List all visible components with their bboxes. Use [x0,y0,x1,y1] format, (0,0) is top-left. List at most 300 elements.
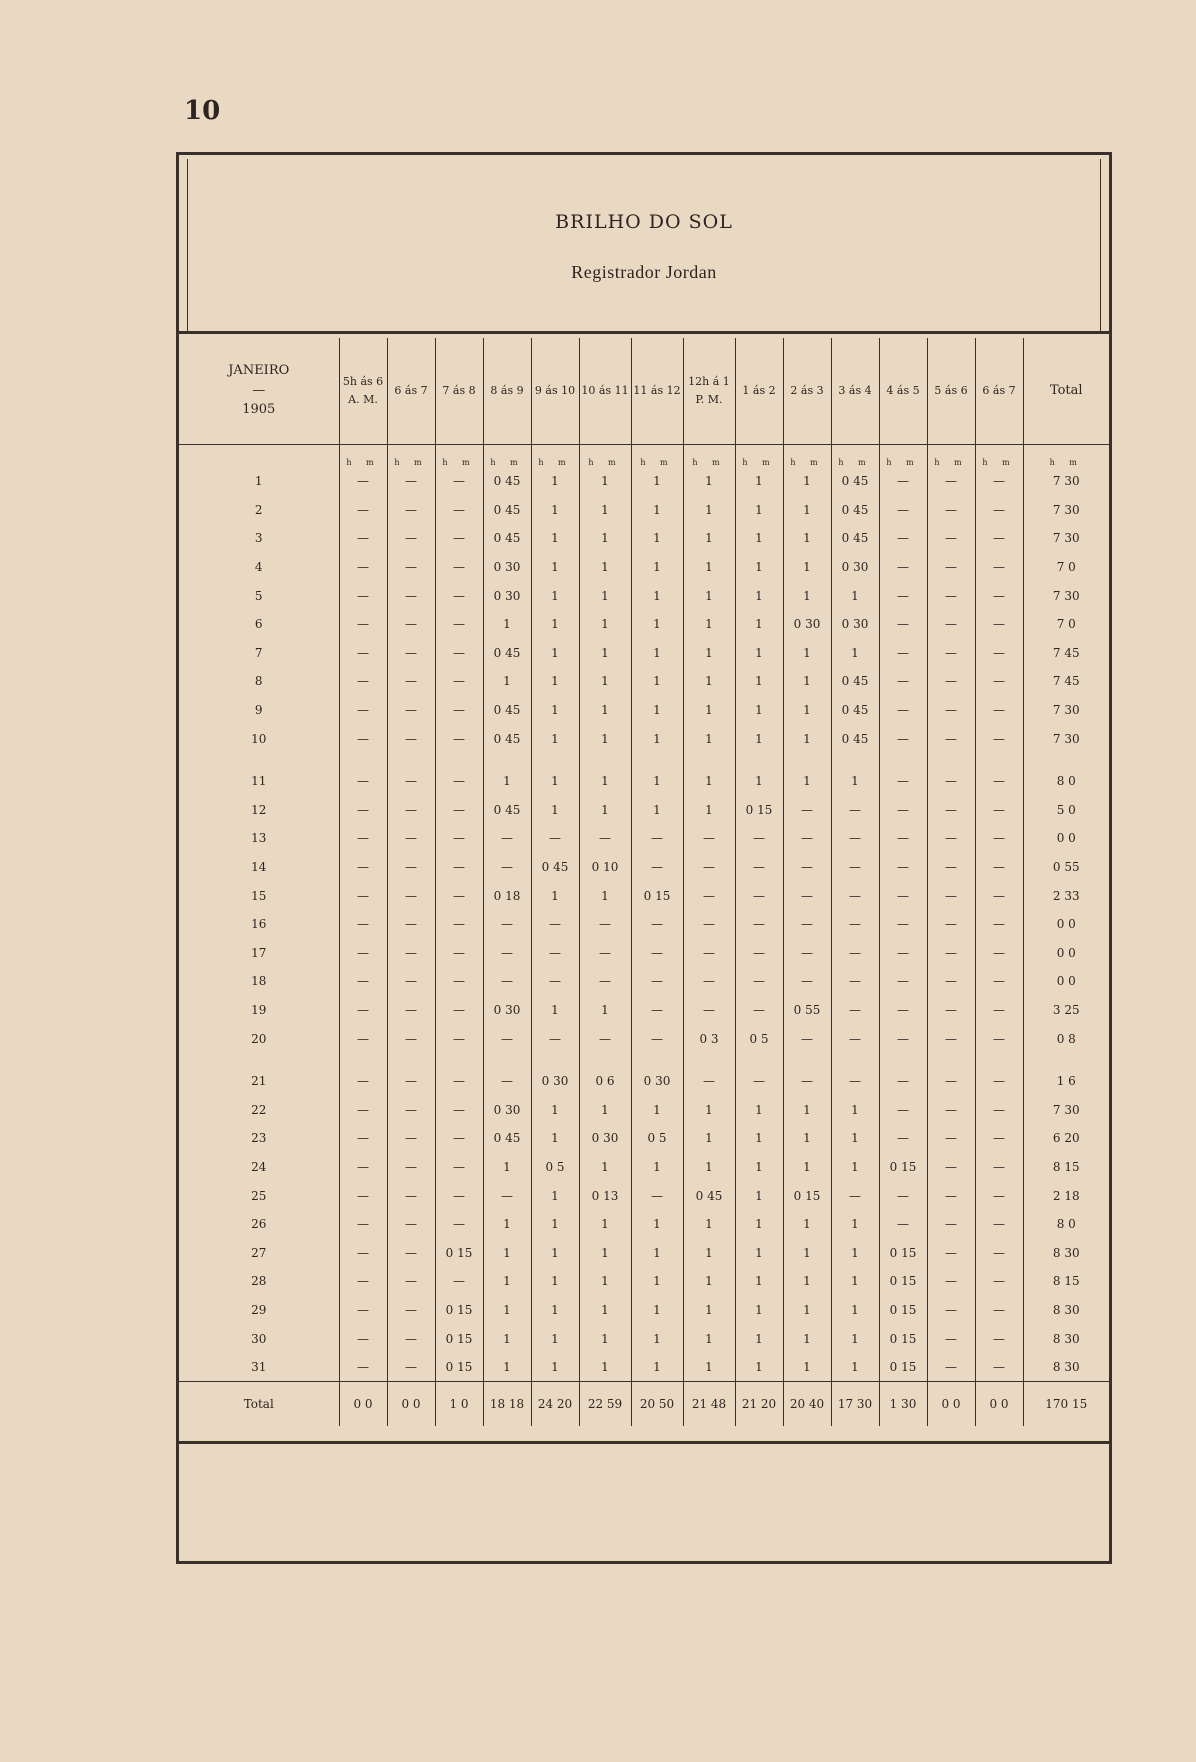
hour-cell: 0 3 [683,1024,735,1053]
hour-cell: — [735,967,783,996]
hour-cell: 1 [735,1267,783,1296]
hour-cell: 1 [531,610,579,639]
hour-cell: — [631,853,683,882]
spacer-cell [1023,753,1109,767]
unit-label: h m [831,445,879,468]
hour-cell: 1 [579,1296,631,1325]
table-row [179,467,1109,496]
hour-cell: — [579,939,631,968]
hour-cell: — [387,796,435,825]
table-row [179,581,1109,610]
hour-cell: 1 [783,639,831,668]
table-row [179,996,1109,1025]
table-row [179,524,1109,553]
hour-cell: — [339,881,387,910]
day-cell: 6 [254,617,263,632]
hour-cell: 1 [831,1153,879,1182]
hour-cell: 1 [631,639,683,668]
hour-cell: — [631,967,683,996]
hour-cell: 1 [735,496,783,525]
hour-cell: — [975,496,1023,525]
hour-cell: — [927,1181,975,1210]
row-total-cell: 7 30 [1023,696,1109,725]
row-total-cell: 8 30 [1023,1296,1109,1325]
unit-label: h m [435,445,483,468]
spacer-cell [387,753,435,767]
hour-cell: — [975,724,1023,753]
hour-cell: 1 [579,553,631,582]
hour-cell: — [735,910,783,939]
hour-cell: — [927,496,975,525]
hour-cell: 1 [531,1353,579,1382]
hour-cell: 1 [631,724,683,753]
unit-label: h m [579,445,631,468]
hour-cell: 1 [683,1153,735,1182]
hour-cell: — [927,610,975,639]
column-header [683,338,735,445]
spacer-cell [783,753,831,767]
table-row [179,881,1109,910]
hour-cell: 1 [531,496,579,525]
hour-cell: 1 [483,610,531,639]
hour-cell: 1 [631,496,683,525]
hour-cell: 1 [683,796,735,825]
hour-cell: — [435,667,483,696]
hour-cell: — [387,939,435,968]
column-header [879,338,927,445]
table-row [179,1153,1109,1182]
hour-cell: — [339,824,387,853]
hour-cell: 1 [531,667,579,696]
hour-cell: — [975,767,1023,796]
column-header [435,338,483,445]
column-header [735,338,783,445]
hour-cell: — [831,967,879,996]
table-row [179,724,1109,753]
day-cell: 18 [251,974,267,989]
hour-cell: 1 [831,1238,879,1267]
hour-cell: — [387,610,435,639]
hour-cell: — [831,1024,879,1053]
day-cell: 5 [254,588,263,603]
hour-cell: — [387,967,435,996]
hour-cell: — [879,496,927,525]
spacer-cell [879,753,927,767]
hour-cell: — [879,996,927,1025]
column-label: 2 ás 3 [790,384,824,398]
hour-cell: 1 [735,467,783,496]
column-header [831,338,879,445]
hour-cell: 0 30 [531,1067,579,1096]
hour-cell: 0 30 [831,610,879,639]
header-rule [179,331,1109,334]
hour-cell: — [339,553,387,582]
hour-cell: — [531,967,579,996]
spacer-cell [483,1053,531,1067]
hour-cell: 1 [783,524,831,553]
hour-cell: — [435,939,483,968]
hour-cell: 0 15 [783,1181,831,1210]
hour-cell: 1 [735,1353,783,1382]
hour-cell: 1 [631,767,683,796]
hour-cell: — [339,610,387,639]
hour-cell: — [339,724,387,753]
row-total-cell: 0 0 [1023,910,1109,939]
hour-cell: 0 45 [483,1124,531,1153]
hour-cell: — [831,853,879,882]
hour-cell: — [927,939,975,968]
month-label: JANEIRO [228,363,290,379]
total-label: Total [179,1382,339,1427]
hour-cell: — [879,667,927,696]
hour-cell: 1 [579,1324,631,1353]
hour-cell: — [927,881,975,910]
hour-cell: — [339,1267,387,1296]
table-row [179,639,1109,668]
hour-cell: — [387,1153,435,1182]
column-header [387,338,435,445]
row-total-cell: 7 30 [1023,524,1109,553]
hour-cell: 1 [683,767,735,796]
hour-cell: 1 [683,1353,735,1382]
spacer-cell [831,753,879,767]
row-total-cell: 8 30 [1023,1353,1109,1382]
hour-cell: — [975,696,1023,725]
day-cell: 20 [251,1031,267,1046]
hour-cell: — [435,1210,483,1239]
hour-cell: 0 15 [879,1238,927,1267]
hour-cell: 1 [631,1324,683,1353]
hour-cell: 1 [631,524,683,553]
hour-cell: 0 15 [435,1353,483,1382]
row-total-cell: 8 0 [1023,767,1109,796]
hour-cell: — [735,824,783,853]
hour-cell: — [927,553,975,582]
table-row [179,610,1109,639]
hour-cell: 1 [531,467,579,496]
hour-cell: 0 45 [831,696,879,725]
hour-cell: — [927,853,975,882]
hour-cell: — [435,553,483,582]
hour-cell: — [387,1210,435,1239]
spacer-cell [735,1053,783,1067]
hour-cell: — [879,1095,927,1124]
hour-cell: — [927,467,975,496]
hour-cell: — [927,667,975,696]
hour-cell: 1 [531,581,579,610]
hour-cell: 1 [735,1238,783,1267]
hour-cell: 1 [683,1324,735,1353]
hour-cell: 1 [783,467,831,496]
total-cell: 22 59 [579,1382,631,1427]
day-cell: 26 [251,1217,267,1232]
hour-cell: 1 [531,996,579,1025]
hour-cell: — [387,581,435,610]
hour-cell: 0 5 [735,1024,783,1053]
hour-cell: — [879,581,927,610]
hour-cell: 0 18 [483,881,531,910]
table-frame [176,152,1112,1564]
hour-cell: 1 [531,1095,579,1124]
hour-cell: 1 [531,1238,579,1267]
hour-cell: — [879,1024,927,1053]
hour-cell: 1 [735,1324,783,1353]
hour-cell: — [387,1353,435,1382]
hour-cell: — [435,724,483,753]
spacer-cell [975,753,1023,767]
unit-label: h m [927,445,975,468]
row-total-cell: 1 6 [1023,1067,1109,1096]
hour-cell: 1 [735,1296,783,1325]
hour-cell: 1 [831,1296,879,1325]
unit-label: h m [783,445,831,468]
row-total-cell: 7 30 [1023,467,1109,496]
hour-cell: 1 [531,724,579,753]
hour-cell: 1 [735,1153,783,1182]
page-title: BRILHO DO SOL [555,211,733,233]
hour-cell: 0 55 [783,996,831,1025]
total-cell: 0 0 [339,1382,387,1427]
hour-cell: — [435,853,483,882]
hour-cell: 1 [579,796,631,825]
units-row [179,445,1109,468]
hour-cell: 0 30 [783,610,831,639]
hour-cell: — [975,881,1023,910]
hour-cell: — [975,967,1023,996]
hour-cell: 1 [531,1296,579,1325]
hour-cell: — [975,1267,1023,1296]
hour-cell: 1 [531,1124,579,1153]
header-row [179,338,1109,445]
hour-cell: 1 [579,724,631,753]
spacer-cell [631,1053,683,1067]
hour-cell: — [339,696,387,725]
hour-cell: 1 [735,667,783,696]
day-cell: 2 [254,502,263,517]
hour-cell: — [735,939,783,968]
day-cell: 28 [251,1274,267,1289]
hour-cell: — [975,1238,1023,1267]
hour-cell: 1 [531,881,579,910]
hour-cell: 1 [631,796,683,825]
row-total-cell: 7 0 [1023,610,1109,639]
hour-cell: — [531,939,579,968]
hour-cell: — [339,996,387,1025]
hour-cell: — [831,1181,879,1210]
hour-cell: 1 [683,1095,735,1124]
column-header [339,338,387,445]
hour-cell: 1 [531,767,579,796]
hour-cell: 1 [783,1153,831,1182]
column-sublabel: A. M. [348,393,378,406]
row-total-cell: 7 30 [1023,1095,1109,1124]
hour-cell: — [339,496,387,525]
table-row [179,1210,1109,1239]
hour-cell: 1 [483,1296,531,1325]
unit-label: h m [531,445,579,468]
day-cell: 17 [251,945,267,960]
hour-cell: 1 [683,553,735,582]
row-total-cell: 2 18 [1023,1181,1109,1210]
day-cell: 24 [251,1159,267,1174]
spacer-cell [435,753,483,767]
hour-cell: 1 [483,1238,531,1267]
day-cell: 3 [254,531,263,546]
hour-cell: — [879,1124,927,1153]
hour-cell: — [339,467,387,496]
hour-cell: — [879,967,927,996]
hour-cell: — [975,1153,1023,1182]
day-cell: 19 [251,1002,267,1017]
total-cell: 20 40 [783,1382,831,1427]
row-total-cell: 8 30 [1023,1324,1109,1353]
hour-cell: 0 30 [483,996,531,1025]
hour-cell: — [975,581,1023,610]
unit-label: h m [631,445,683,468]
hour-cell: — [387,1095,435,1124]
hour-cell: 0 10 [579,853,631,882]
row-total-cell: 7 45 [1023,667,1109,696]
hour-cell: 1 [683,467,735,496]
hour-cell: — [339,1095,387,1124]
hour-cell: 1 [631,1238,683,1267]
hour-cell: — [387,496,435,525]
hour-cell: 0 45 [831,467,879,496]
hour-cell: — [435,1095,483,1124]
total-row [179,1382,1109,1427]
hour-cell: 0 30 [831,553,879,582]
hour-cell: — [879,724,927,753]
unit-label: h m [483,445,531,468]
row-total-cell: 7 45 [1023,639,1109,668]
unit-label: h m [975,445,1023,468]
row-total-cell: 0 0 [1023,939,1109,968]
hour-cell: 1 [531,524,579,553]
unit-label: h m [339,445,387,468]
total-cell: 18 18 [483,1382,531,1427]
hour-cell: 1 [831,1324,879,1353]
column-label: 12h á 1 [688,375,730,389]
hour-cell: — [483,939,531,968]
hour-cell: — [339,1296,387,1325]
hour-cell: 1 [783,1238,831,1267]
hour-cell: 1 [735,553,783,582]
table-row [179,1267,1109,1296]
hour-cell: 1 [579,610,631,639]
table-row [179,939,1109,968]
hour-cell: 1 [735,724,783,753]
spacer-cell [831,1053,879,1067]
hour-cell: 1 [579,1267,631,1296]
hour-cell: 1 [483,667,531,696]
hour-cell: — [683,996,735,1025]
day-cell: 10 [251,731,267,746]
hour-cell: — [975,1024,1023,1053]
hour-cell: — [339,639,387,668]
hour-cell: — [735,996,783,1025]
hour-cell: 1 [783,1353,831,1382]
hour-cell: 0 45 [683,1181,735,1210]
spacer-cell [579,753,631,767]
page-subtitle: Registrador Jordan [571,262,717,282]
spacer-cell [683,1053,735,1067]
hour-cell: — [735,1067,783,1096]
column-label: 11 ás 12 [633,384,681,398]
hour-cell: 0 45 [483,724,531,753]
hour-cell: 0 13 [579,1181,631,1210]
hour-cell: 1 [683,1267,735,1296]
hour-cell: — [735,881,783,910]
row-total-cell: 2 33 [1023,881,1109,910]
hour-cell: — [927,910,975,939]
hour-cell: — [339,910,387,939]
hour-cell: — [783,796,831,825]
hour-cell: — [927,1067,975,1096]
hour-cell: — [387,1238,435,1267]
hour-cell: 1 [579,667,631,696]
table-row [179,667,1109,696]
hour-cell: 1 [683,581,735,610]
hour-cell: 1 [579,524,631,553]
hour-cell: — [975,796,1023,825]
hour-cell: 1 [831,639,879,668]
spacer-cell [531,1053,579,1067]
column-label: 7 ás 8 [442,384,476,398]
hour-cell: 1 [831,1210,879,1239]
hour-cell: — [387,910,435,939]
hour-cell: — [387,1024,435,1053]
hour-cell: — [975,996,1023,1025]
day-cell: 22 [251,1102,267,1117]
hour-cell: 1 [683,667,735,696]
hour-cell: — [879,767,927,796]
hour-cell: 1 [735,767,783,796]
hour-cell: — [339,1324,387,1353]
hour-cell: 1 [735,1181,783,1210]
column-header [783,338,831,445]
hour-cell: 1 [783,1296,831,1325]
hour-cell: — [339,1181,387,1210]
hour-cell: 1 [531,796,579,825]
hour-cell: 0 15 [879,1153,927,1182]
day-cell: 25 [251,1188,267,1203]
column-header [531,338,579,445]
table-row [179,696,1109,725]
hour-cell: — [387,881,435,910]
hour-cell: 1 [683,1238,735,1267]
hour-cell: 0 45 [483,467,531,496]
table-row [179,824,1109,853]
day-cell: 31 [251,1360,267,1375]
hour-cell: — [927,1210,975,1239]
spacer-cell [531,753,579,767]
column-label: 9 ás 10 [534,384,576,398]
column-label: 1 ás 2 [742,384,776,398]
hour-cell: — [975,639,1023,668]
hour-cell: — [879,639,927,668]
hour-cell: — [631,1181,683,1210]
table-row [179,1124,1109,1153]
hour-cell: — [435,996,483,1025]
hour-cell: — [975,1296,1023,1325]
hour-cell: — [387,639,435,668]
unit-label: h m [879,445,927,468]
spacer-cell [579,1053,631,1067]
hour-cell: 1 [579,639,631,668]
hour-cell: 1 [831,767,879,796]
column-header [631,338,683,445]
hour-cell: — [927,796,975,825]
